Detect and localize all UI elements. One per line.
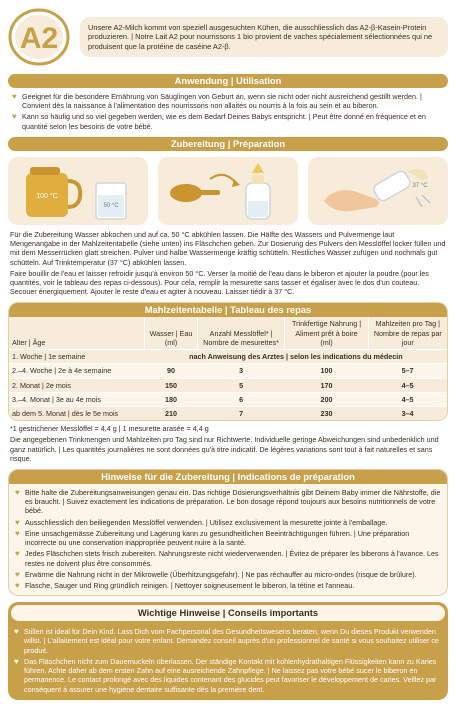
- heart-icon: ♥: [15, 517, 20, 527]
- cell-doctor-note: nach Anweisung des Arztes | selon les indications du médecin: [145, 350, 447, 364]
- heart-icon: ♥: [15, 488, 20, 498]
- step-temp-drink: 37 °C: [412, 182, 428, 189]
- intro-text: Unsere A2-Milch kommt von speziell ausgesuchten Kühen, die ausschliesslich das A2-β-Kasein-Protein produzieren. | Notre Lait A2 pour nourrissons 1 bio provient de vaches spécialement sélectionnées qui ne produisent que la protéine de caséine A2-β.: [80, 17, 448, 57]
- table-header-row: [9, 317, 447, 349]
- table-row: [9, 406, 447, 420]
- heart-icon: ♥: [15, 569, 20, 579]
- list-item: [12, 92, 444, 110]
- heart-icon: ♥: [12, 112, 17, 122]
- list-item: [15, 570, 441, 579]
- list-item: [14, 657, 442, 694]
- heart-icon: ♥: [15, 549, 20, 559]
- header: [8, 6, 448, 68]
- cell-water: 210: [145, 406, 198, 420]
- important-list: [8, 624, 448, 700]
- cell-meals: 4–5: [368, 392, 447, 406]
- hints-title: Hinweise für die Zubereitung | Indications de préparation: [9, 470, 447, 484]
- heart-icon: ♥: [12, 92, 17, 101]
- cell-age: 1. Woche | 1e semaine: [9, 350, 145, 364]
- prep-hints-box: [8, 469, 448, 596]
- list-item: [15, 488, 441, 516]
- heart-icon: ♥: [14, 656, 19, 666]
- table-row: [9, 350, 447, 364]
- a2-logo-icon: [8, 8, 70, 66]
- usage-title: Anwendung | Utilisation: [8, 74, 448, 88]
- hints-list: [9, 484, 447, 595]
- col-meals: Mahlzeiten pro Tag | Nombre de repas par jour: [368, 317, 447, 349]
- list-item-text: Flasche, Sauger und Ring gründlich reinigen. | Nettoyer soigneusement le biberon, la tétine et l'anneau.: [25, 581, 355, 590]
- cell-age: 3.–4. Monat | 3e au 4e mois: [9, 392, 145, 406]
- step-add-powder: [158, 157, 298, 225]
- col-age: Alter | Âge: [9, 317, 145, 349]
- cell-water: 150: [145, 378, 198, 392]
- cell-meals: 5–7: [368, 364, 447, 378]
- step-temp-hot: 100 °C: [36, 192, 58, 200]
- step-temp-warm: 50 °C: [103, 202, 119, 209]
- cell-scoops: 6: [197, 392, 285, 406]
- cell-meals: 3–4: [368, 406, 447, 420]
- list-item-text: Stillen ist ideal für Dein Kind. Lass Dich vom Fachpersonal des Gesundheitswesens beraten, wenn Du dieses Produkt verwenden willst. | L'allaitement est idéal pour votre enfant. Demandez conseil auprès d'un professionnel de santé si vous souhaitez utiliser ce produit.: [24, 627, 439, 655]
- cell-age: 2. Monat | 2e mois: [9, 378, 145, 392]
- cell-water: 180: [145, 392, 198, 406]
- table-title: Mahlzeitentabelle | Tableau des repas: [9, 303, 447, 317]
- cell-age: 2.–4. Woche | 2e à 4e semaine: [9, 364, 145, 378]
- cell-scoops: 5: [197, 378, 285, 392]
- col-ready: Trinkfertige Nahrung | Aliment prêt à boire (ml): [285, 317, 368, 349]
- important-box: [8, 602, 448, 700]
- step-shake-bottle: [308, 157, 448, 225]
- list-item-text: Erwärme die Nahrung nicht in der Mikrowelle (Überhitzungsgefahr). | Ne pas réchauffer au micro-ondes (risque de brûlure).: [25, 569, 417, 579]
- prep-text-de: Für die Zubereitung Wasser abkochen und auf ca. 50 °C abkühlen lassen. Die Hälfte des Wassers und Pulvermenge laut Mengenangabe in der Mahlzeitentabelle (siehe unten) ins Fläschchen geben. Zur Dosierung des Pulvers den Messlöffel locker füllen und mit dem Messerrücken glatt streichen. Pulver und halbe Wassermenge kräftig schütteln. Restliches Wasser zufügen und nochmals gut schütteln. Auf Trinktemperatur (37 °C) abkühlen lassen.: [10, 229, 446, 267]
- list-item-text: Eine unsachgemässe Zubereitung und Lagerung kann zu gesundheitlichen Beeinträchtigungen führen. | Une préparation incorrecte ou une conservation inappropriée peuvent nuire à la santé.: [25, 528, 410, 548]
- cell-water: 90: [145, 364, 198, 378]
- list-item-text: Das Fläschchen nicht zum Dauernuckeln überlassen. Der ständige Kontakt mit kohlenhydrathaltigen Flüssigkeiten kann zu Karies führen. Achte daher ab dem ersten Zahn auf eine ausreichende Zahnpflege. | Ne laissez pas votre bébé sucer le biberon en permanence. Le contact prolongé avec des liquides contenant des glucides peut favoriser le développement de caries. Veillez par conséquent à assurer une hygiène dentaire suffisante dès la première dent.: [24, 656, 437, 694]
- col-water: Wasser | Eau (ml): [145, 317, 198, 349]
- cell-ready: 200: [285, 392, 368, 406]
- footnote-guidance: Die angegebenen Trinkmengen und Mahlzeiten pro Tag sind nur Richtwerte. Individuelle geringe Abweichungen sind unbedenklich und ganz natürlich. | Les quantités journalières ne sont données qu'à titre indicatif. De légères variations sont tout à fait naturelles et sans risque.: [10, 435, 439, 463]
- kettle-icon: [8, 157, 148, 225]
- list-item: [15, 581, 441, 590]
- cell-scoops: 7: [197, 406, 285, 420]
- col-scoops: Anzahl Messlöffel* | Nombre de mesurettes*: [197, 317, 285, 349]
- table-row: [9, 378, 447, 392]
- heart-icon: ♥: [15, 581, 20, 590]
- footnote-scoop: *1 gestrichener Messlöffel = 4,4 g | 1 mesurette arasée = 4,4 g: [10, 424, 209, 434]
- cell-scoops: 3: [197, 364, 285, 378]
- list-item-text: Kann so häufig und so viel gegeben werden, wie es dem Bedarf Deines Babys entspricht. | Peut être donné en fréquence et en quantité selon les besoins de votre bébé.: [22, 112, 426, 131]
- step-boil-water: [8, 157, 148, 225]
- list-item: [14, 627, 442, 655]
- list-item-text: Ausschliesslich den beiliegenden Messlöffel verwenden. | Utilisez exclusivement la mesurette jointe à l'emballage.: [25, 517, 388, 527]
- list-item: [15, 529, 441, 547]
- feeding-table: [8, 302, 448, 421]
- cell-meals: 4–5: [368, 378, 447, 392]
- cell-ready: 170: [285, 378, 368, 392]
- prep-title: Zubereitung | Préparation: [8, 137, 448, 151]
- important-title: Wichtige Hinweise | Conseils importants: [11, 605, 445, 621]
- usage-list: [8, 88, 448, 131]
- cell-age: ab dem 5. Monat | dès le 5e mois: [9, 406, 145, 420]
- heart-icon: ♥: [15, 528, 20, 538]
- prep-steps: [8, 157, 448, 225]
- list-item-text: Bitte halte die Zubereitungsanweisungen genau ein. Das richtige Dosierungsverhältnis gibt Deinem Baby immer die Nährstoffe, die es braucht. | Suivez exactement les indications de préparation. Le bon dosage répond toujours aux besoins nutritionnels de votre bébé.: [25, 488, 441, 516]
- cell-ready: 230: [285, 406, 368, 420]
- logo-text: A2: [19, 22, 59, 55]
- a2-logo: [8, 8, 70, 66]
- prep-text-fr: Faire bouillir de l'eau et laisser refroidir jusqu'à environ 50 °C. Verser la moitié de l'eau dans le biberon et ajouter la poudre (pour les quantités, voir le tableau des repas ci-dessous). Pour cela, remplir la mesurette sans tasser et égaliser avec le dos d'un couteau. Secouer énergiquement. Ajouter le reste d'eau et agiter à nouveau. Laisser tiédir à 37 °C.: [10, 268, 429, 297]
- table-row: [9, 364, 447, 378]
- list-item: [15, 549, 441, 567]
- heart-icon: ♥: [14, 627, 19, 637]
- table-row: [9, 392, 447, 406]
- list-item: [15, 518, 441, 527]
- powder-spoon-icon: [158, 157, 298, 225]
- list-item: [12, 112, 444, 130]
- prep-instructions: [8, 230, 448, 297]
- bottle-hand-icon: [308, 157, 448, 225]
- list-item-text: Jedes Fläschchen stets frisch zubereiten. Nahrungsreste nicht wiederverwenden. | Évitez de préparer les biberons à l'avance. Les restes ne doivent plus être consommés.: [25, 549, 439, 568]
- table-footnotes: [8, 424, 448, 463]
- list-item-text: Geeignet für die besondere Ernährung von Säuglingen von Geburt an, wenn sie nicht oder nicht ausreichend gestillt werden. | Convient dès la naissance à l'alimentation des nourrissons non allaités ou nourris à la fois au sein et au biberon.: [22, 92, 422, 111]
- cell-ready: 100: [285, 364, 368, 378]
